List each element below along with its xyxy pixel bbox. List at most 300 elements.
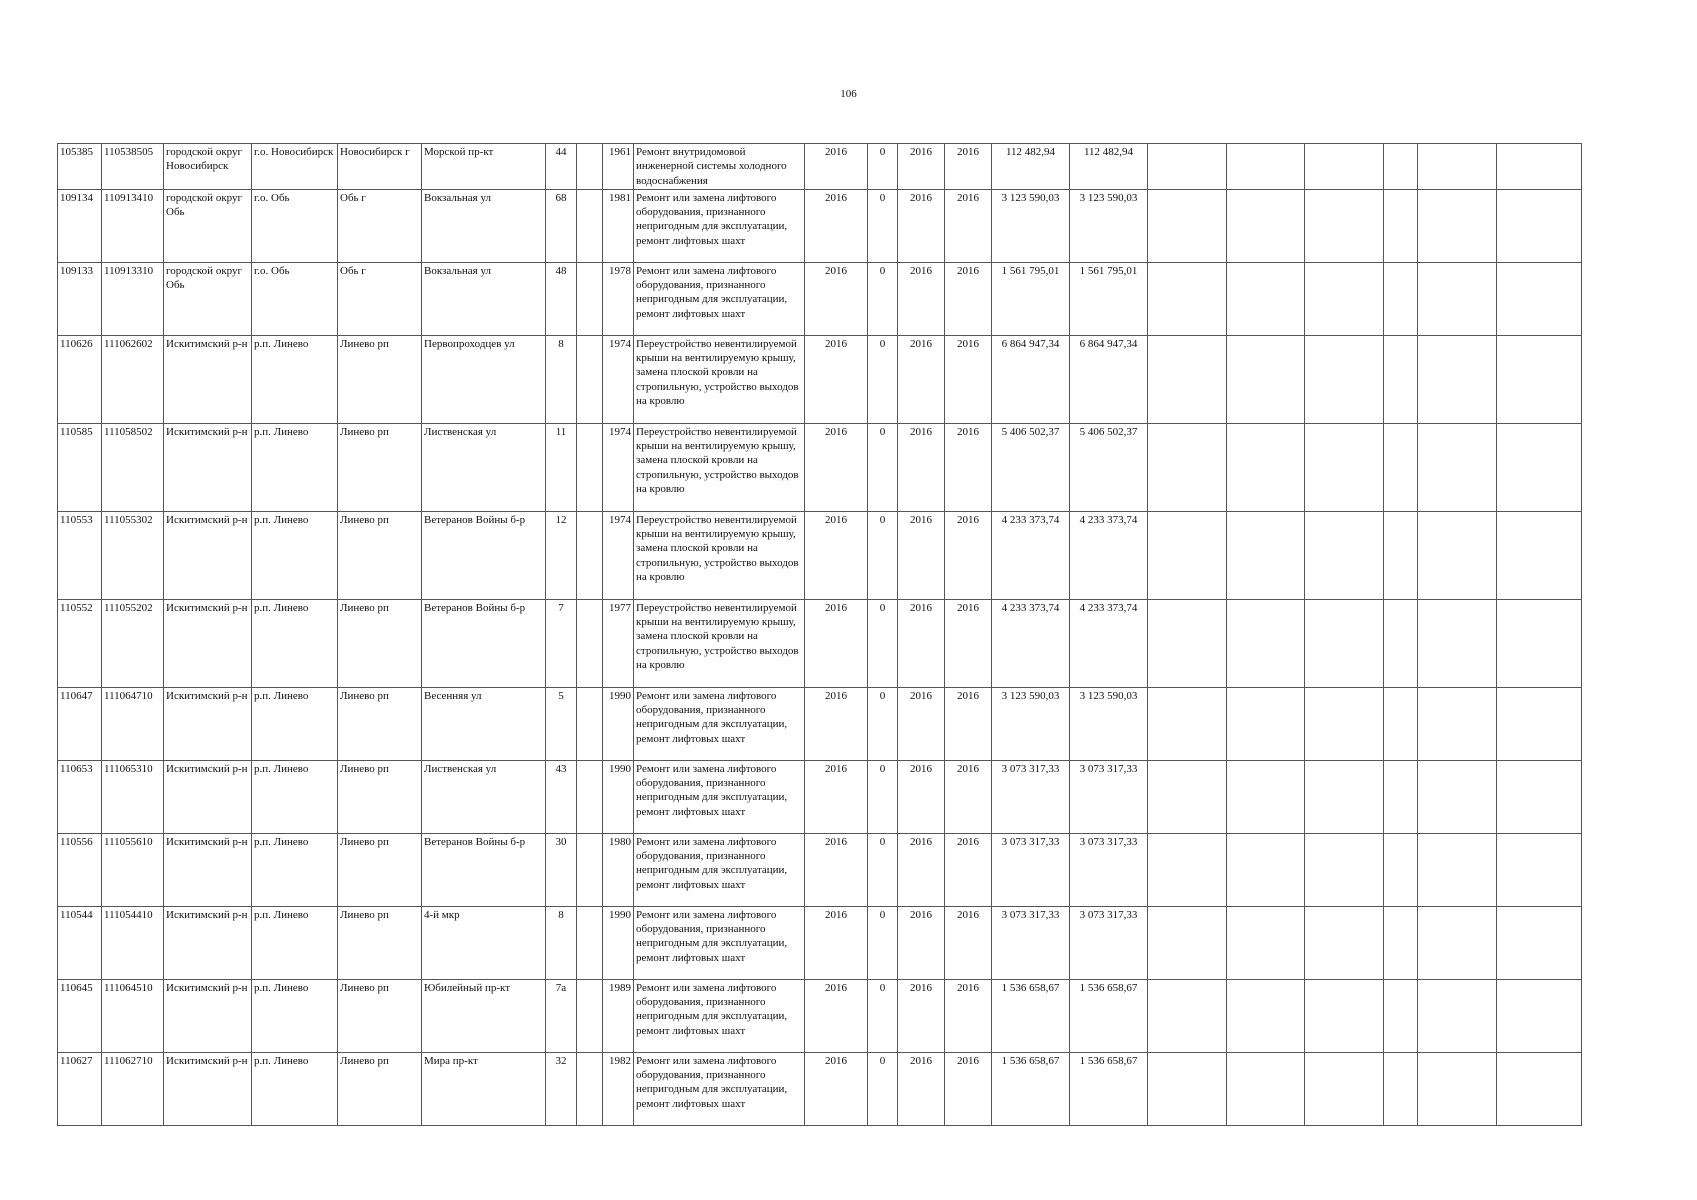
row-year: 1989 [603, 979, 634, 1052]
row-cost: 112 482,94 [992, 144, 1070, 190]
row-street: Ветеранов Войны б-р [422, 833, 546, 906]
row-year: 1961 [603, 144, 634, 190]
empty-cell [1384, 1052, 1418, 1125]
row-id: 105385 [58, 144, 102, 190]
row-code: 111055610 [102, 833, 164, 906]
row-municipality: Искитимский р-н [164, 335, 252, 423]
row-street: Лиственская ул [422, 423, 546, 511]
row-year: 1980 [603, 833, 634, 906]
row-street: Морской пр-кт [422, 144, 546, 190]
row-id: 110626 [58, 335, 102, 423]
empty-cell [1227, 423, 1305, 511]
row-zero: 0 [868, 979, 898, 1052]
row-building [577, 599, 603, 687]
row-cost-total: 1 561 795,01 [1070, 262, 1148, 335]
empty-cell [1227, 511, 1305, 599]
row-zero: 0 [868, 189, 898, 262]
row-end-year: 2016 [945, 144, 992, 190]
empty-cell [1227, 1052, 1305, 1125]
table-row [58, 1052, 1582, 1125]
row-work: Ремонт или замена лифтового оборудования, признанного непригодным для эксплуатации, ремонт лифтовых шахт [634, 906, 805, 979]
row-cost-total: 3 073 317,33 [1070, 760, 1148, 833]
empty-cell [1227, 687, 1305, 760]
row-plan-year: 2016 [805, 687, 868, 760]
empty-cell [1305, 189, 1384, 262]
row-cost: 5 406 502,37 [992, 423, 1070, 511]
row-end-year: 2016 [945, 833, 992, 906]
row-code: 111064510 [102, 979, 164, 1052]
row-municipality: городской округ Новосибирск [164, 144, 252, 190]
empty-cell [1497, 687, 1582, 760]
row-house: 32 [546, 1052, 577, 1125]
empty-cell [1227, 262, 1305, 335]
row-cost: 3 073 317,33 [992, 906, 1070, 979]
row-locality: Линево рп [338, 511, 422, 599]
row-id: 110627 [58, 1052, 102, 1125]
row-house: 43 [546, 760, 577, 833]
row-house: 5 [546, 687, 577, 760]
empty-cell [1497, 335, 1582, 423]
row-house: 48 [546, 262, 577, 335]
row-code: 110913310 [102, 262, 164, 335]
empty-cell [1227, 599, 1305, 687]
row-cost: 1 536 658,67 [992, 1052, 1070, 1125]
row-work: Ремонт или замена лифтового оборудования, признанного непригодным для эксплуатации, ремонт лифтовых шахт [634, 687, 805, 760]
empty-cell [1148, 833, 1227, 906]
row-building [577, 335, 603, 423]
row-code: 111055302 [102, 511, 164, 599]
empty-cell [1305, 599, 1384, 687]
row-house: 11 [546, 423, 577, 511]
row-start-year: 2016 [898, 335, 945, 423]
empty-cell [1384, 687, 1418, 760]
row-code: 111062710 [102, 1052, 164, 1125]
row-building [577, 423, 603, 511]
empty-cell [1384, 511, 1418, 599]
row-code: 111064710 [102, 687, 164, 760]
empty-cell [1148, 760, 1227, 833]
table-row [58, 906, 1582, 979]
row-zero: 0 [868, 833, 898, 906]
row-cost: 6 864 947,34 [992, 335, 1070, 423]
empty-cell [1305, 335, 1384, 423]
row-plan-year: 2016 [805, 262, 868, 335]
row-house: 30 [546, 833, 577, 906]
row-work: Ремонт или замена лифтового оборудования, признанного непригодным для эксплуатации, ремонт лифтовых шахт [634, 833, 805, 906]
empty-cell [1148, 144, 1227, 190]
empty-cell [1148, 687, 1227, 760]
empty-cell [1227, 335, 1305, 423]
row-municipality: Искитимский р-н [164, 599, 252, 687]
row-locality: Линево рп [338, 1052, 422, 1125]
row-id: 110556 [58, 833, 102, 906]
row-zero: 0 [868, 1052, 898, 1125]
row-locality: Новосибирск г [338, 144, 422, 190]
empty-cell [1418, 687, 1497, 760]
row-cost: 1 561 795,01 [992, 262, 1070, 335]
empty-cell [1418, 189, 1497, 262]
row-start-year: 2016 [898, 599, 945, 687]
row-end-year: 2016 [945, 687, 992, 760]
empty-cell [1497, 144, 1582, 190]
row-locality: Линево рп [338, 979, 422, 1052]
row-code: 111054410 [102, 906, 164, 979]
row-end-year: 2016 [945, 423, 992, 511]
row-cost-total: 6 864 947,34 [1070, 335, 1148, 423]
row-street: Мира пр-кт [422, 1052, 546, 1125]
row-year: 1990 [603, 687, 634, 760]
row-plan-year: 2016 [805, 335, 868, 423]
row-id: 109133 [58, 262, 102, 335]
row-settlement: р.п. Линево [252, 687, 338, 760]
row-work: Ремонт или замена лифтового оборудования, признанного непригодным для эксплуатации, ремонт лифтовых шахт [634, 1052, 805, 1125]
row-start-year: 2016 [898, 189, 945, 262]
row-municipality: Искитимский р-н [164, 511, 252, 599]
row-locality: Линево рп [338, 906, 422, 979]
row-start-year: 2016 [898, 262, 945, 335]
row-locality: Линево рп [338, 335, 422, 423]
row-house: 7а [546, 979, 577, 1052]
row-house: 8 [546, 906, 577, 979]
row-id: 110552 [58, 599, 102, 687]
row-locality: Обь г [338, 262, 422, 335]
empty-cell [1305, 144, 1384, 190]
row-work: Ремонт или замена лифтового оборудования, признанного непригодным для эксплуатации, ремонт лифтовых шахт [634, 979, 805, 1052]
empty-cell [1384, 423, 1418, 511]
row-building [577, 979, 603, 1052]
empty-cell [1227, 144, 1305, 190]
row-house: 44 [546, 144, 577, 190]
row-street: Вокзальная ул [422, 262, 546, 335]
empty-cell [1305, 1052, 1384, 1125]
empty-cell [1227, 833, 1305, 906]
empty-cell [1305, 906, 1384, 979]
row-year: 1990 [603, 760, 634, 833]
table-row [58, 760, 1582, 833]
row-end-year: 2016 [945, 1052, 992, 1125]
empty-cell [1305, 979, 1384, 1052]
empty-cell [1148, 511, 1227, 599]
table-row [58, 979, 1582, 1052]
empty-cell [1148, 262, 1227, 335]
row-municipality: Искитимский р-н [164, 760, 252, 833]
empty-cell [1384, 833, 1418, 906]
row-work: Ремонт или замена лифтового оборудования, признанного непригодным для эксплуатации, ремонт лифтовых шахт [634, 760, 805, 833]
row-start-year: 2016 [898, 511, 945, 599]
row-cost-total: 3 073 317,33 [1070, 833, 1148, 906]
row-zero: 0 [868, 335, 898, 423]
empty-cell [1227, 979, 1305, 1052]
empty-cell [1148, 335, 1227, 423]
row-cost: 3 123 590,03 [992, 189, 1070, 262]
row-start-year: 2016 [898, 760, 945, 833]
row-street: Ветеранов Войны б-р [422, 599, 546, 687]
row-id: 110585 [58, 423, 102, 511]
row-building [577, 189, 603, 262]
row-plan-year: 2016 [805, 144, 868, 190]
empty-cell [1497, 189, 1582, 262]
row-settlement: р.п. Линево [252, 906, 338, 979]
row-building [577, 262, 603, 335]
table-row [58, 262, 1582, 335]
row-locality: Линево рп [338, 599, 422, 687]
row-cost: 4 233 373,74 [992, 599, 1070, 687]
row-municipality: Искитимский р-н [164, 833, 252, 906]
empty-cell [1384, 906, 1418, 979]
row-municipality: Искитимский р-н [164, 906, 252, 979]
row-plan-year: 2016 [805, 189, 868, 262]
empty-cell [1418, 262, 1497, 335]
empty-cell [1497, 979, 1582, 1052]
empty-cell [1418, 335, 1497, 423]
empty-cell [1305, 760, 1384, 833]
empty-cell [1418, 833, 1497, 906]
row-locality: Обь г [338, 189, 422, 262]
row-year: 1974 [603, 511, 634, 599]
empty-cell [1384, 144, 1418, 190]
row-code: 111065310 [102, 760, 164, 833]
table-row [58, 423, 1582, 511]
row-cost-total: 4 233 373,74 [1070, 599, 1148, 687]
empty-cell [1148, 423, 1227, 511]
row-id: 110647 [58, 687, 102, 760]
table-row [58, 189, 1582, 262]
row-code: 111055202 [102, 599, 164, 687]
row-year: 1974 [603, 335, 634, 423]
empty-cell [1497, 906, 1582, 979]
empty-cell [1418, 423, 1497, 511]
row-settlement: р.п. Линево [252, 335, 338, 423]
row-settlement: р.п. Линево [252, 423, 338, 511]
row-municipality: городской округ Обь [164, 262, 252, 335]
row-cost: 3 073 317,33 [992, 760, 1070, 833]
row-settlement: р.п. Линево [252, 833, 338, 906]
row-zero: 0 [868, 423, 898, 511]
row-start-year: 2016 [898, 833, 945, 906]
row-plan-year: 2016 [805, 599, 868, 687]
row-building [577, 833, 603, 906]
row-end-year: 2016 [945, 760, 992, 833]
row-zero: 0 [868, 760, 898, 833]
empty-cell [1497, 511, 1582, 599]
table-row [58, 144, 1582, 190]
empty-cell [1384, 760, 1418, 833]
row-street: 4-й мкр [422, 906, 546, 979]
empty-cell [1384, 262, 1418, 335]
empty-cell [1384, 335, 1418, 423]
row-start-year: 2016 [898, 423, 945, 511]
table-row [58, 687, 1582, 760]
row-end-year: 2016 [945, 262, 992, 335]
row-settlement: р.п. Линево [252, 760, 338, 833]
empty-cell [1148, 599, 1227, 687]
page-number: 106 [840, 88, 857, 100]
row-cost: 3 123 590,03 [992, 687, 1070, 760]
row-house: 68 [546, 189, 577, 262]
empty-cell [1148, 1052, 1227, 1125]
empty-cell [1418, 599, 1497, 687]
row-street: Ветеранов Войны б-р [422, 511, 546, 599]
row-start-year: 2016 [898, 906, 945, 979]
row-code: 111058502 [102, 423, 164, 511]
row-street: Весенняя ул [422, 687, 546, 760]
row-work: Ремонт внутридомовой инженерной системы холодного водоснабжения [634, 144, 805, 190]
row-start-year: 2016 [898, 1052, 945, 1125]
row-code: 111062602 [102, 335, 164, 423]
row-end-year: 2016 [945, 599, 992, 687]
row-municipality: Искитимский р-н [164, 423, 252, 511]
empty-cell [1497, 599, 1582, 687]
row-zero: 0 [868, 687, 898, 760]
empty-cell [1497, 833, 1582, 906]
row-municipality: Искитимский р-н [164, 1052, 252, 1125]
row-id: 110645 [58, 979, 102, 1052]
row-work: Ремонт или замена лифтового оборудования, признанного непригодным для эксплуатации, ремонт лифтовых шахт [634, 262, 805, 335]
row-zero: 0 [868, 511, 898, 599]
row-year: 1974 [603, 423, 634, 511]
table-row [58, 833, 1582, 906]
row-house: 7 [546, 599, 577, 687]
row-plan-year: 2016 [805, 760, 868, 833]
row-plan-year: 2016 [805, 1052, 868, 1125]
row-cost-total: 3 123 590,03 [1070, 687, 1148, 760]
row-municipality: городской округ Обь [164, 189, 252, 262]
empty-cell [1418, 760, 1497, 833]
row-code: 110538505 [102, 144, 164, 190]
row-locality: Линево рп [338, 833, 422, 906]
row-end-year: 2016 [945, 511, 992, 599]
empty-cell [1305, 262, 1384, 335]
row-cost: 4 233 373,74 [992, 511, 1070, 599]
row-municipality: Искитимский р-н [164, 979, 252, 1052]
row-work: Переустройство невентилируемой крыши на вентилируемую крышу, замена плоской кровли на стропильную, устройство выходов на кровлю [634, 423, 805, 511]
empty-cell [1418, 906, 1497, 979]
empty-cell [1497, 1052, 1582, 1125]
empty-cell [1148, 979, 1227, 1052]
row-work: Переустройство невентилируемой крыши на вентилируемую крышу, замена плоской кровли на стропильную, устройство выходов на кровлю [634, 511, 805, 599]
row-id: 109134 [58, 189, 102, 262]
row-plan-year: 2016 [805, 979, 868, 1052]
table-row [58, 511, 1582, 599]
empty-cell [1497, 262, 1582, 335]
row-cost-total: 4 233 373,74 [1070, 511, 1148, 599]
empty-cell [1418, 144, 1497, 190]
row-work: Переустройство невентилируемой крыши на вентилируемую крышу, замена плоской кровли на стропильную, устройство выходов на кровлю [634, 599, 805, 687]
row-end-year: 2016 [945, 906, 992, 979]
capital-repair-table [57, 143, 1582, 1126]
row-work: Ремонт или замена лифтового оборудования, признанного непригодным для эксплуатации, ремонт лифтовых шахт [634, 189, 805, 262]
empty-cell [1418, 511, 1497, 599]
row-plan-year: 2016 [805, 423, 868, 511]
empty-cell [1305, 687, 1384, 760]
row-cost-total: 1 536 658,67 [1070, 979, 1148, 1052]
empty-cell [1227, 189, 1305, 262]
row-start-year: 2016 [898, 687, 945, 760]
table-row [58, 599, 1582, 687]
empty-cell [1305, 423, 1384, 511]
row-id: 110544 [58, 906, 102, 979]
row-end-year: 2016 [945, 189, 992, 262]
row-end-year: 2016 [945, 979, 992, 1052]
empty-cell [1305, 511, 1384, 599]
row-municipality: Искитимский р-н [164, 687, 252, 760]
row-building [577, 906, 603, 979]
row-settlement: г.о. Новосибирск [252, 144, 338, 190]
table-row [58, 335, 1582, 423]
row-year: 1990 [603, 906, 634, 979]
row-code: 110913410 [102, 189, 164, 262]
row-start-year: 2016 [898, 144, 945, 190]
row-cost: 3 073 317,33 [992, 833, 1070, 906]
row-house: 12 [546, 511, 577, 599]
row-street: Первопроходцев ул [422, 335, 546, 423]
empty-cell [1384, 599, 1418, 687]
row-cost-total: 3 073 317,33 [1070, 906, 1148, 979]
row-cost-total: 5 406 502,37 [1070, 423, 1148, 511]
empty-cell [1384, 189, 1418, 262]
empty-cell [1497, 760, 1582, 833]
row-id: 110653 [58, 760, 102, 833]
row-settlement: г.о. Обь [252, 262, 338, 335]
row-building [577, 1052, 603, 1125]
row-settlement: р.п. Линево [252, 979, 338, 1052]
row-plan-year: 2016 [805, 511, 868, 599]
row-end-year: 2016 [945, 335, 992, 423]
row-zero: 0 [868, 144, 898, 190]
empty-cell [1418, 979, 1497, 1052]
row-street: Вокзальная ул [422, 189, 546, 262]
row-zero: 0 [868, 906, 898, 979]
row-cost-total: 112 482,94 [1070, 144, 1148, 190]
row-plan-year: 2016 [805, 833, 868, 906]
row-zero: 0 [868, 262, 898, 335]
row-cost-total: 3 123 590,03 [1070, 189, 1148, 262]
row-locality: Линево рп [338, 423, 422, 511]
row-year: 1981 [603, 189, 634, 262]
row-house: 8 [546, 335, 577, 423]
row-locality: Линево рп [338, 760, 422, 833]
row-settlement: р.п. Линево [252, 599, 338, 687]
empty-cell [1148, 189, 1227, 262]
row-plan-year: 2016 [805, 906, 868, 979]
row-locality: Линево рп [338, 687, 422, 760]
row-year: 1977 [603, 599, 634, 687]
empty-cell [1384, 979, 1418, 1052]
row-zero: 0 [868, 599, 898, 687]
row-street: Юбилейный пр-кт [422, 979, 546, 1052]
row-cost: 1 536 658,67 [992, 979, 1070, 1052]
empty-cell [1305, 833, 1384, 906]
row-building [577, 511, 603, 599]
empty-cell [1227, 760, 1305, 833]
row-year: 1982 [603, 1052, 634, 1125]
row-street: Лиственская ул [422, 760, 546, 833]
row-id: 110553 [58, 511, 102, 599]
empty-cell [1148, 906, 1227, 979]
row-settlement: г.о. Обь [252, 189, 338, 262]
row-start-year: 2016 [898, 979, 945, 1052]
empty-cell [1418, 1052, 1497, 1125]
row-settlement: р.п. Линево [252, 511, 338, 599]
row-building [577, 144, 603, 190]
row-year: 1978 [603, 262, 634, 335]
empty-cell [1497, 423, 1582, 511]
empty-cell [1227, 906, 1305, 979]
row-building [577, 687, 603, 760]
row-work: Переустройство невентилируемой крыши на вентилируемую крышу, замена плоской кровли на стропильную, устройство выходов на кровлю [634, 335, 805, 423]
row-settlement: р.п. Линево [252, 1052, 338, 1125]
row-building [577, 760, 603, 833]
